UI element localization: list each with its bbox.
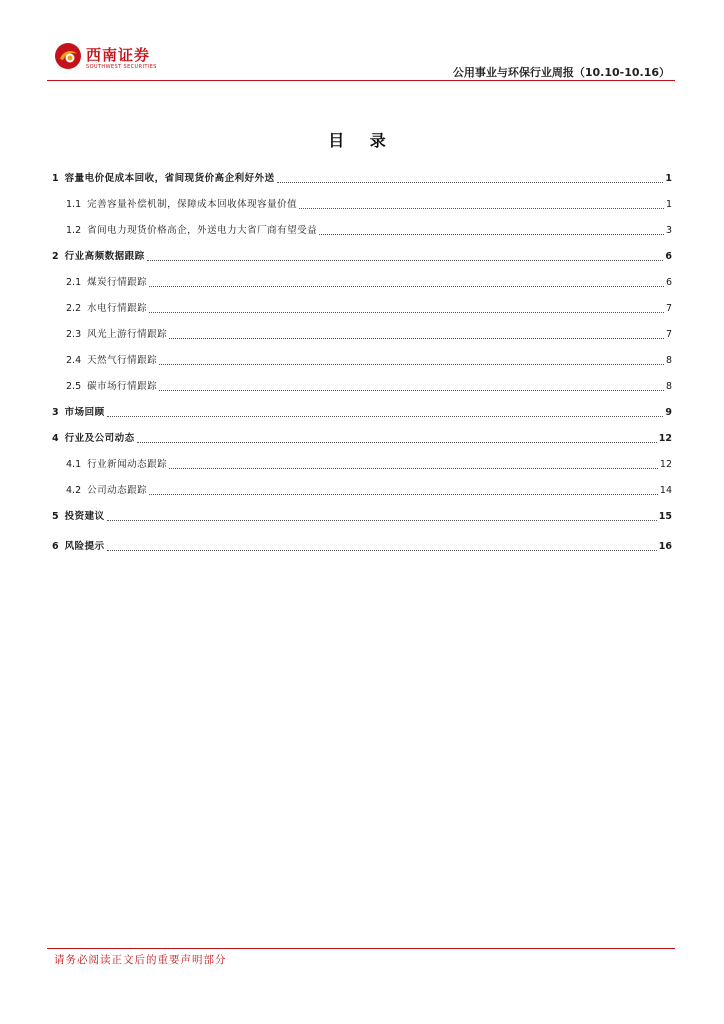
toc-entry-number: 1: [52, 173, 59, 184]
report-title: 公用事业与环保行业周报（10.10-10.16）: [452, 66, 670, 79]
toc-entry-number: 2.4: [66, 355, 82, 366]
toc-entry-number: 3: [52, 407, 59, 418]
toc-entry-title: 风光上游行情跟踪: [87, 329, 168, 340]
toc-dot-leader: [159, 390, 664, 391]
toc-entry[interactable]: [52, 482, 672, 500]
toc-entry-title: 省间电力现货价格高企，外送电力大省厂商有望受益: [87, 225, 318, 236]
toc-entry-title: 煤炭行情跟踪: [87, 277, 148, 288]
toc-entry-title: 市场回顾: [64, 407, 105, 418]
toc-entry-page-number: 8: [665, 381, 672, 392]
toc-entry-title: 容量电价促成本回收，省间现货价高企利好外送: [64, 173, 275, 184]
toc-entry[interactable]: [52, 196, 672, 214]
toc-dot-leader: [319, 234, 664, 235]
footer-divider: [47, 948, 675, 949]
toc-entry-number: 2.1: [66, 277, 82, 288]
toc-entry[interactable]: [52, 222, 672, 240]
toc-entry-page-number: 6: [665, 277, 672, 288]
toc-entry-number: 6: [52, 541, 59, 552]
toc-entry[interactable]: [52, 274, 672, 292]
toc-entry[interactable]: [52, 170, 672, 188]
toc-entry-title: 公司动态跟踪: [87, 485, 148, 496]
toc-entry-title: 风险提示: [64, 541, 105, 552]
toc-entry-title: 完善容量补偿机制，保障成本回收体现容量价值: [87, 199, 298, 210]
toc-dot-leader: [299, 208, 664, 209]
toc-entry-number: 1.2: [66, 225, 82, 236]
toc-entry-title: 碳市场行情跟踪: [87, 381, 158, 392]
toc-entry-page-number: 15: [658, 511, 672, 522]
toc-entry-number: 2.3: [66, 329, 82, 340]
toc-entry-title: 行业高频数据跟踪: [64, 251, 145, 262]
toc-entry-page-number: 16: [658, 541, 672, 552]
toc-entry[interactable]: [52, 378, 672, 396]
toc-dot-leader: [149, 312, 664, 313]
toc-entry[interactable]: [52, 538, 672, 556]
footer-disclaimer-note: 请务必阅读正文后的重要声明部分: [54, 954, 227, 966]
company-logo: [54, 42, 184, 76]
toc-entry-title: 行业及公司动态: [64, 433, 135, 444]
toc-entry-title: 行业新闻动态跟踪: [87, 459, 168, 470]
toc-dot-leader: [169, 338, 664, 339]
toc-entry-page-number: 6: [665, 251, 672, 262]
toc-entry-number: 2: [52, 251, 59, 262]
toc-dot-leader: [149, 286, 664, 287]
toc-entry-page-number: 3: [665, 225, 672, 236]
toc-entry-page-number: 14: [659, 485, 672, 496]
logo-name-en: SOUTHWEST SECURITIES: [86, 64, 157, 70]
toc-entry-page-number: 1: [665, 173, 672, 184]
southwest-securities-logo-icon: [54, 42, 82, 70]
toc-entry[interactable]: [52, 430, 672, 448]
toc-heading: 目 录: [328, 131, 396, 150]
toc-entry-page-number: 12: [658, 433, 672, 444]
toc-entry[interactable]: [52, 248, 672, 266]
toc-entry-page-number: 1: [665, 199, 672, 210]
toc-entry[interactable]: [52, 456, 672, 474]
toc-entry[interactable]: [52, 404, 672, 422]
toc-entry[interactable]: [52, 300, 672, 318]
toc-entry-page-number: 9: [665, 407, 672, 418]
toc-entry[interactable]: [52, 326, 672, 344]
toc-entry-title: 投资建议: [64, 511, 105, 522]
toc-dot-leader: [159, 364, 664, 365]
toc-entry[interactable]: [52, 508, 672, 526]
toc-entry-number: 4: [52, 433, 59, 444]
toc-dot-leader: [169, 468, 658, 469]
toc-entry-page-number: 7: [665, 329, 672, 340]
toc-dot-leader: [107, 550, 657, 551]
page-header: [0, 0, 724, 82]
logo-name-cn: 西南证券: [86, 46, 151, 64]
toc-dot-leader: [277, 182, 664, 183]
toc-dot-leader: [149, 494, 658, 495]
toc-entry-number: 4.1: [66, 459, 82, 470]
toc-entry-number: 1.1: [66, 199, 82, 210]
toc-entry-title: 天然气行情跟踪: [87, 355, 158, 366]
toc-entry-number: 2.5: [66, 381, 82, 392]
toc-entry-page-number: 8: [665, 355, 672, 366]
toc-entry-page-number: 12: [659, 459, 672, 470]
toc-dot-leader: [137, 442, 657, 443]
header-divider: [47, 80, 675, 81]
toc-entry-number: 5: [52, 511, 59, 522]
toc-entry-number: 4.2: [66, 485, 82, 496]
toc-entry-number: 2.2: [66, 303, 82, 314]
toc-dot-leader: [147, 260, 664, 261]
toc-entry-title: 水电行情跟踪: [87, 303, 148, 314]
toc-dot-leader: [107, 520, 657, 521]
toc-entry-page-number: 7: [665, 303, 672, 314]
toc-entry[interactable]: [52, 352, 672, 370]
toc-dot-leader: [107, 416, 664, 417]
